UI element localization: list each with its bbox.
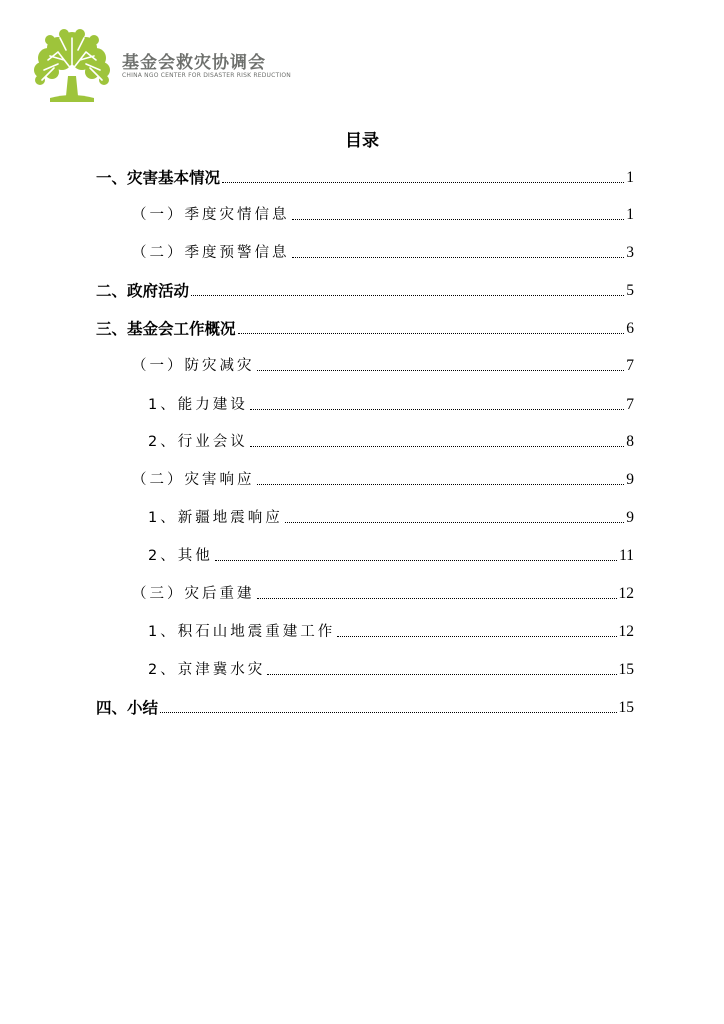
toc-entry-label: 1、能力建设 [148,397,248,413]
toc-entry[interactable] [96,315,634,339]
dot-leader [191,295,624,296]
toc-entry-label: 1、新疆地震响应 [148,510,283,526]
toc-entry-label: （一）季度灾情信息 [132,207,290,223]
toc-page-number: 1 [626,206,634,223]
toc-entry[interactable] [148,391,634,415]
dot-leader [238,333,625,334]
toc-page-number: 9 [626,471,634,488]
toc-entry[interactable] [148,504,634,528]
dot-leader [250,446,625,447]
toc-entry-label: 2、京津冀水灾 [148,662,266,678]
toc-page-number: 1 [626,169,634,186]
toc-page-number: 15 [618,661,634,678]
dot-leader [222,182,624,183]
toc-entry-label: 2、行业会议 [148,434,248,450]
toc-entry-label: 一、灾害基本情况 [96,169,221,187]
toc-page-number: 3 [626,244,634,261]
toc-page-number: 7 [626,396,634,413]
dot-leader [292,257,625,258]
toc-entry-label: （二）灾害响应 [132,472,255,488]
dot-leader [250,409,625,410]
toc-page-number: 6 [626,320,634,337]
org-name: 基金会救灾协调会 [122,53,266,73]
dot-leader [285,522,625,523]
toc-entry[interactable] [148,618,634,642]
dot-leader [215,560,617,561]
toc-entry-label: （三）灾后重建 [132,586,255,602]
toc-entry-label: （二）季度预警信息 [132,245,290,261]
toc-page-number: 12 [618,623,634,640]
toc-page-number: 15 [618,699,634,716]
toc-entry[interactable] [132,580,634,604]
dot-leader [267,674,616,675]
toc-title: 目录 [345,131,379,151]
toc-page-number: 12 [618,585,634,602]
toc-entry[interactable] [96,164,634,188]
dot-leader [160,712,616,713]
dot-leader [257,370,625,371]
toc-page-number: 11 [619,547,634,564]
dot-leader [292,219,625,220]
dot-leader [257,598,617,599]
toc-entry[interactable] [148,542,634,566]
toc-entry[interactable] [148,428,634,452]
toc-entry[interactable] [96,277,634,301]
toc-entry[interactable] [96,694,634,718]
toc-entry-label: （一）防灾减灾 [132,358,255,374]
toc-entry-label: 四、小结 [96,699,159,717]
toc-entry[interactable] [132,239,634,263]
org-name-english: CHINA NGO CENTER FOR DISASTER RISK REDUCTION [122,72,291,79]
toc-entry-label: 2、其他 [148,548,213,564]
toc-page-number: 8 [626,433,634,450]
dot-leader [337,636,616,637]
toc-page-number: 7 [626,357,634,374]
toc-page-number: 5 [626,282,634,299]
toc-entry-label: 二、政府活动 [96,282,190,300]
toc-entry[interactable] [132,201,634,225]
toc-entry-label: 1、积石山地震重建工作 [148,624,336,640]
toc-page-number: 9 [626,509,634,526]
toc-entry-label: 三、基金会工作概况 [96,320,236,338]
toc-entry[interactable] [148,656,634,680]
toc-entry[interactable] [132,352,634,376]
toc-entry[interactable] [132,466,634,490]
dot-leader [257,484,625,485]
